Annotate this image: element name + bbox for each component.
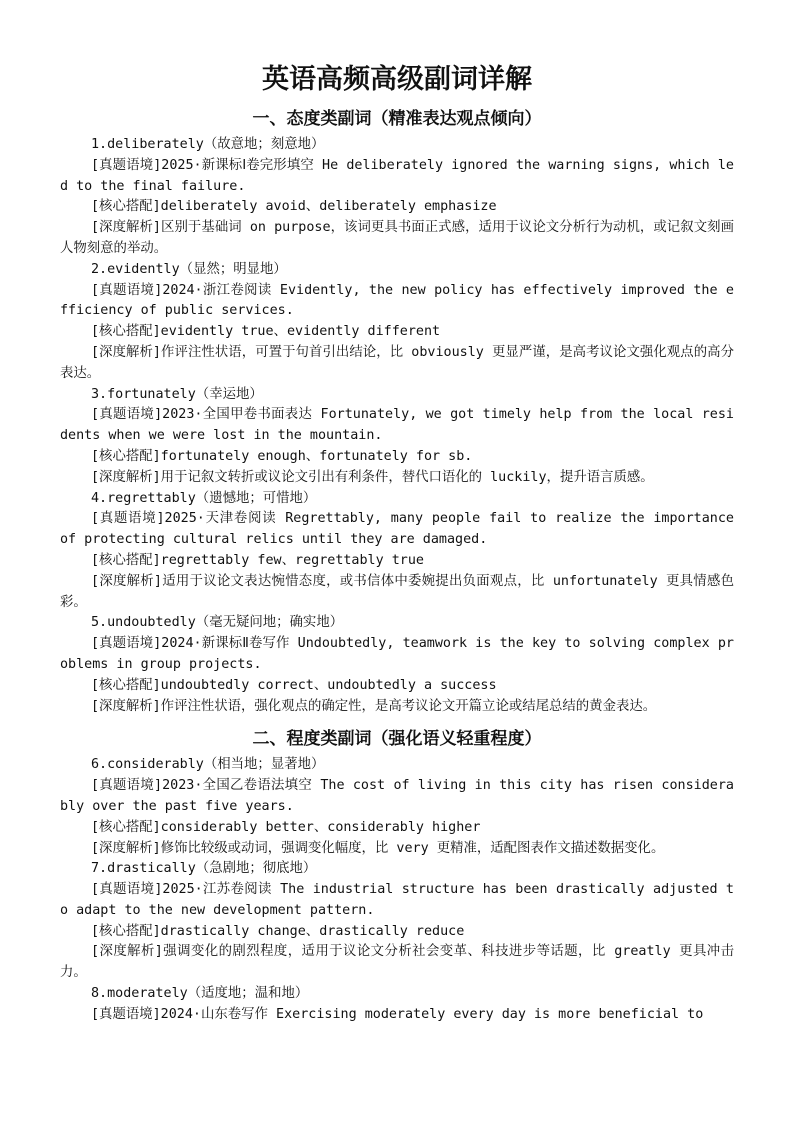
entry-head: 6.considerably（相当地；显著地） xyxy=(91,757,325,773)
entry-analysis: [深度解析]适用于议论文表达惋惜态度，或书信体中委婉提出负面观点，比 unfortunately 更具情感色彩。 xyxy=(60,573,734,610)
entry-regrettably xyxy=(60,489,734,614)
entry-collocation: [核心搭配]drastically change、drastically reduce xyxy=(91,923,465,939)
entry-collocation: [核心搭配]considerably better、considerably higher xyxy=(91,819,481,835)
entry-collocation: [核心搭配]regrettably few、regrettably true xyxy=(91,552,424,568)
entry-head: 2.evidently（显然；明显地） xyxy=(91,261,287,277)
entry-collocation: [核心搭配]undoubtedly correct、undoubtedly a success xyxy=(91,677,497,693)
section-degree xyxy=(60,727,734,1025)
entry-context: [真题语境]2025·新课标Ⅰ卷完形填空 He deliberately ignored the warning signs, which led to the final failure. xyxy=(60,157,734,194)
entry-context: [真题语境]2025·江苏卷阅读 The industrial structure has been drastically adjusted to adapt to the new development pattern. xyxy=(60,882,734,918)
section-heading: 二、程度类副词（强化语义轻重程度） xyxy=(252,729,542,750)
entry-head: 7.drastically（急剧地；彻底地） xyxy=(91,861,317,877)
entry-analysis: [深度解析]作评注性状语，可置于句首引出结论，比 obviously 更显严谨，是高考议论文强化观点的高分表达。 xyxy=(60,344,734,381)
entry-context: [真题语境]2025·天津卷阅读 Regrettably, many people fail to realize the importance of protecting cultural relics until they are damaged. xyxy=(60,511,734,548)
entry-head: 5.undoubtedly（毫无疑问地；确实地） xyxy=(91,615,344,631)
entry-context: [真题语境]2024·山东卷写作 Exercising moderately every day is more beneficial to xyxy=(91,1006,704,1022)
entry-context: [真题语境]2023·全国甲卷书面表达 Fortunately, we got timely help from the local residents when we were lost in the mountain. xyxy=(60,407,734,444)
entry-analysis: [深度解析]作评注性状语，强化观点的确定性，是高考议论文开篇立论或结尾总结的黄金表达。 xyxy=(91,698,657,714)
entry-collocation: [核心搭配]fortunately enough、fortunately for sb. xyxy=(91,448,473,464)
document-title: 英语高频高级副词详解 xyxy=(262,64,532,95)
entry-deliberately xyxy=(60,135,734,260)
entry-analysis: [深度解析]强调变化的剧烈程度，适用于议论文分析社会变革、科技进步等话题，比 greatly 更具冲击力。 xyxy=(60,944,734,981)
entry-analysis: [深度解析]修饰比较级或动词，强调变化幅度，比 very 更精准，适配图表作文描述数据变化。 xyxy=(91,840,665,856)
entry-head: 4.regrettably（遗憾地；可惜地） xyxy=(91,490,317,506)
entry-analysis: [深度解析]区别于基础词 on purpose，该词更具书面正式感，适用于议论文分析行为动机，或记叙文刻画人物刻意的举动。 xyxy=(60,220,734,256)
entry-evidently xyxy=(60,260,734,385)
entry-considerably xyxy=(60,755,734,859)
entry-context: [真题语境]2024·浙江卷阅读 Evidently, the new policy has effectively improved the efficiency of public services. xyxy=(60,282,734,319)
entry-head: 3.fortunately（幸运地） xyxy=(91,386,263,402)
entry-collocation: [核心搭配]deliberately avoid、deliberately emphasize xyxy=(91,199,497,215)
entry-collocation: [核心搭配]evidently true、evidently different xyxy=(91,324,441,340)
entry-context: [真题语境]2023·全国乙卷语法填空 The cost of living in this city has risen considerably over the past five years. xyxy=(60,778,734,814)
entry-head: 8.moderately（适度地；温和地） xyxy=(91,986,309,1002)
entry-undoubtedly xyxy=(60,613,734,717)
entry-context: [真题语境]2024·新课标Ⅱ卷写作 Undoubtedly, teamwork is the key to solving complex problems in group projects. xyxy=(60,636,734,672)
entry-fortunately xyxy=(60,385,734,489)
entry-head: 1.deliberately（故意地；刻意地） xyxy=(91,137,325,152)
entry-moderately xyxy=(60,984,734,1026)
section-attitude xyxy=(60,107,734,717)
entry-analysis: [深度解析]用于记叙文转折或议论文引出有利条件，替代口语化的 luckily，提升语言质感。 xyxy=(91,469,654,485)
entry-drastically xyxy=(60,859,734,984)
section-heading: 一、态度类副词（精准表达观点倾向） xyxy=(252,109,542,129)
